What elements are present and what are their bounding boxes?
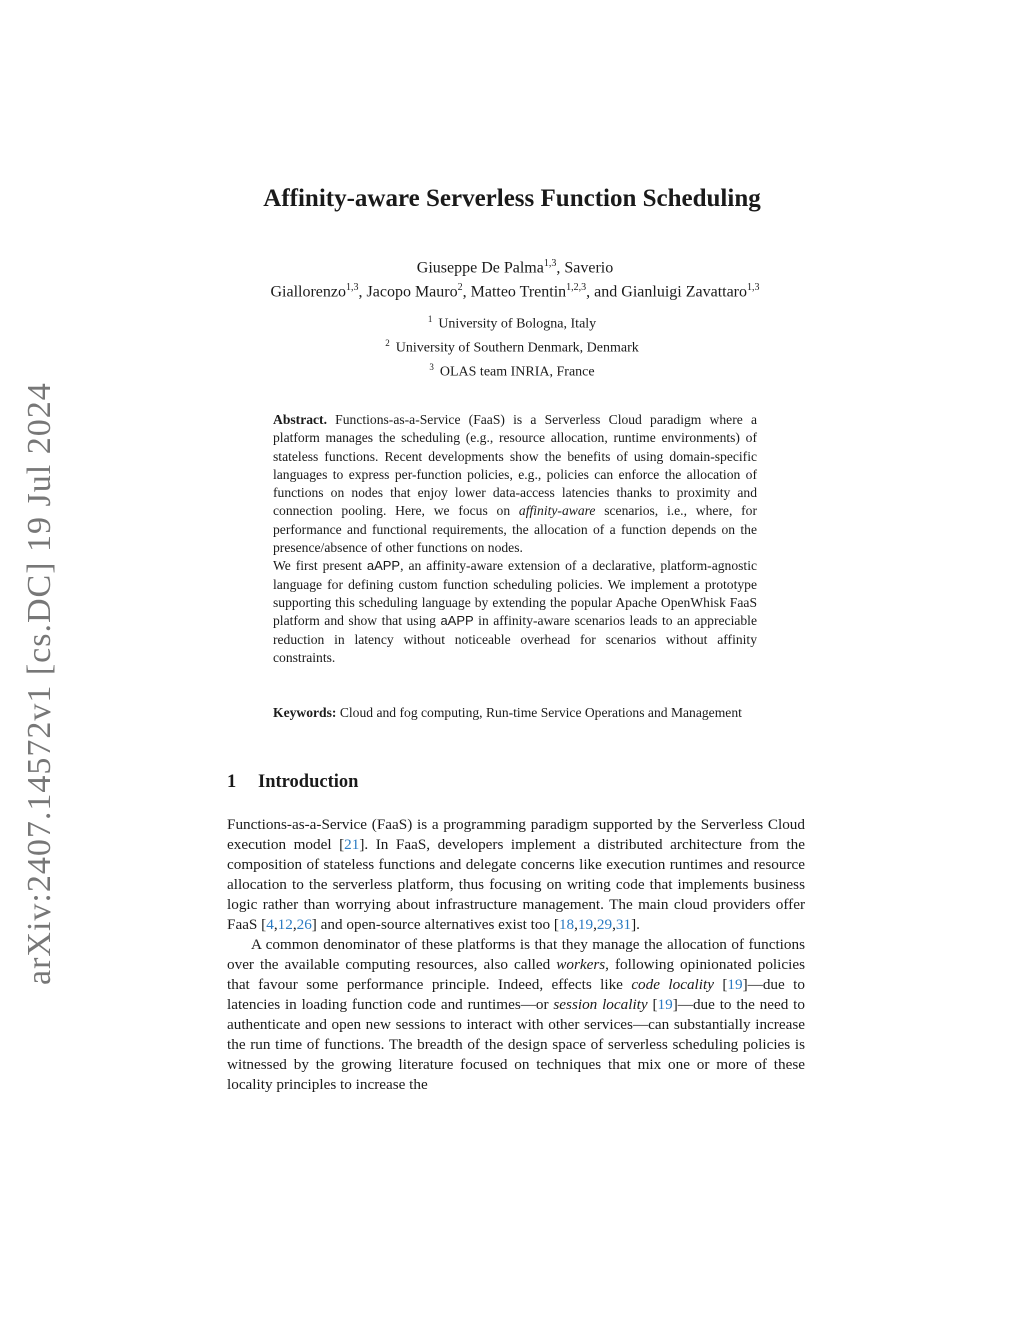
citation-link[interactable]: 26 — [296, 916, 312, 933]
citation-link[interactable]: 4 — [266, 916, 274, 933]
keywords — [273, 704, 757, 722]
abstract-emphasis: affinity-aware — [518, 503, 596, 519]
affiliation-number: 3 — [429, 362, 434, 373]
citation-link[interactable]: 12 — [277, 916, 293, 933]
affiliation-text: University of Bologna, Italy — [438, 316, 597, 332]
abstract-text: Functions-as-a-Service (FaaS) is a Serverless Cloud paradigm where a platform manages the scheduling (e.g., resource allocation, runtime environments) of stateless functions. Recent developments show the benefits of using domain-specific languages to express per-function policies, e.g., policies can enforce the allocation of functions on nodes that enjoy lower data-access latencies thanks to proximity and connection pooling. Here, we focus on — [273, 412, 757, 519]
section-number: 1 — [227, 772, 237, 792]
author-name: , Matteo Trentin — [462, 283, 567, 301]
language-name: aAPP — [366, 558, 401, 574]
citation-link[interactable]: 29 — [596, 916, 613, 933]
emphasis-text: code locality — [631, 976, 714, 993]
author-line-2 — [200, 278, 830, 302]
section-title: Introduction — [258, 772, 359, 792]
keywords-label: Keywords: — [273, 705, 337, 720]
author-name: , Saverio — [556, 259, 614, 277]
citation-link[interactable]: 21 — [344, 836, 360, 853]
introduction-body — [227, 815, 805, 1095]
citation-link[interactable]: 19 — [657, 996, 673, 1013]
author-affiliation-marker: 1,3 — [747, 282, 760, 294]
body-text: ]. In FaaS, developers implement a distributed architecture from the composition of stateless functions and delegate concerns like execution runtimes and resource allocation to the serverless platform, thus focusing on writing code that implements business logic rather than worrying about infrastructure management. The main cloud providers offer FaaS [ — [227, 836, 805, 933]
affiliation-text: OLAS team INRIA, France — [439, 364, 595, 380]
language-name: aAPP — [440, 613, 474, 629]
author-name: Giallorenzo — [270, 283, 347, 301]
abstract-paragraph-2 — [273, 557, 757, 667]
author-name: , Jacopo Mauro — [358, 283, 458, 301]
section-heading — [227, 772, 358, 793]
paper-title: Affinity-aware Serverless Function Scheduling — [263, 185, 761, 212]
author-name: Giuseppe De Palma — [416, 259, 544, 277]
abstract-text: , an affinity-aware extension of a declarative, platform-agnostic language for defining custom function scheduling policies. We implement a prototype supporting this scheduling language by extending the popular Apache OpenWhisk FaaS platform and show that using — [273, 558, 757, 629]
intro-paragraph-1: Functions-as-a-Service (FaaS) is a programming paradigm supported by the Serverless Cloud execution model [21]. In FaaS, developers implement a distributed architecture from the composition of stateless functions and delegate concerns like execution runtimes and resource allocation to the serverless platform, thus focusing on writing code that implements business logic rather than worrying about infrastructure management. The main cloud providers offer FaaS [4,12,26] and open-source alternatives exist too [18,19,29,31]. — [227, 816, 805, 933]
author-name: , and Gianluigi Zavattaro — [586, 283, 748, 301]
abstract — [273, 411, 757, 667]
author-affiliation-marker: 1,3 — [346, 282, 359, 294]
affiliation-item — [0, 334, 1024, 358]
author-list — [200, 254, 830, 303]
author-affiliation-marker: 1,3 — [543, 258, 557, 269]
citation-link[interactable]: 18 — [558, 916, 575, 933]
abstract-text: We first present — [273, 558, 367, 574]
arxiv-identifier: arXiv:2407.14572v1 [cs.DC] 19 Jul 2024 — [21, 382, 58, 985]
citation-link[interactable]: 19 — [727, 976, 743, 993]
body-text: A common denominator of these platforms is that they manage the allocation of functions over the available computing resources, also called — [227, 936, 805, 973]
body-text: ]—due to latencies in loading function code and runtimes—or — [227, 976, 805, 1013]
body-text: , following opinionated policies that favour some performance principle. Indeed, effects like — [227, 956, 805, 993]
affiliation-item — [0, 358, 1024, 382]
affiliation-list — [0, 310, 1024, 382]
body-text: Functions-as-a-Service (FaaS) is a programming paradigm supported by the Serverless Cloud execution model [ — [227, 816, 805, 853]
emphasis-text: session locality — [553, 996, 648, 1013]
affiliation-number: 1 — [427, 314, 433, 324]
abstract-text: scenarios, i.e., where, for performance and functional requirements, the allocation of a function depends on the presence/absence of other functions on nodes. — [273, 503, 757, 556]
affiliation-number: 2 — [385, 338, 390, 349]
body-text: [ — [647, 996, 658, 1013]
abstract-label: Abstract. — [273, 412, 327, 427]
author-affiliation-marker: 1,2,3 — [566, 282, 587, 294]
abstract-text: in affinity-aware scenarios leads to an appreciable reduction in latency without noticeable overhead for scenarios without affinity constraints. — [273, 613, 757, 665]
keywords-text: Cloud and fog computing, Run-time Service Operations and Management — [339, 705, 742, 720]
author-line-1 — [200, 254, 830, 278]
affiliation-item — [0, 310, 1024, 334]
body-text: ]. — [631, 916, 640, 933]
emphasis-text: workers — [556, 956, 606, 973]
affiliation-text: University of Southern Denmark, Denmark — [395, 340, 639, 356]
body-text: [ — [713, 976, 728, 993]
author-affiliation-marker: 2 — [457, 282, 463, 294]
citation-link[interactable]: 19 — [577, 916, 594, 933]
citation-link[interactable]: 31 — [615, 916, 632, 933]
intro-paragraph-2 — [227, 935, 805, 1095]
body-text: ] and open-source alternatives exist too [ — [311, 916, 559, 933]
body-text: ]—due to the need to authenticate and open new sessions to interact with other services—can substantially increase the run time of functions. The breadth of the design space of serverless scheduling policies is witnessed by the growing literature focused on techniques that mix one or more of these locality principles to increase the — [227, 996, 805, 1093]
abstract-paragraph-1 — [273, 411, 757, 557]
